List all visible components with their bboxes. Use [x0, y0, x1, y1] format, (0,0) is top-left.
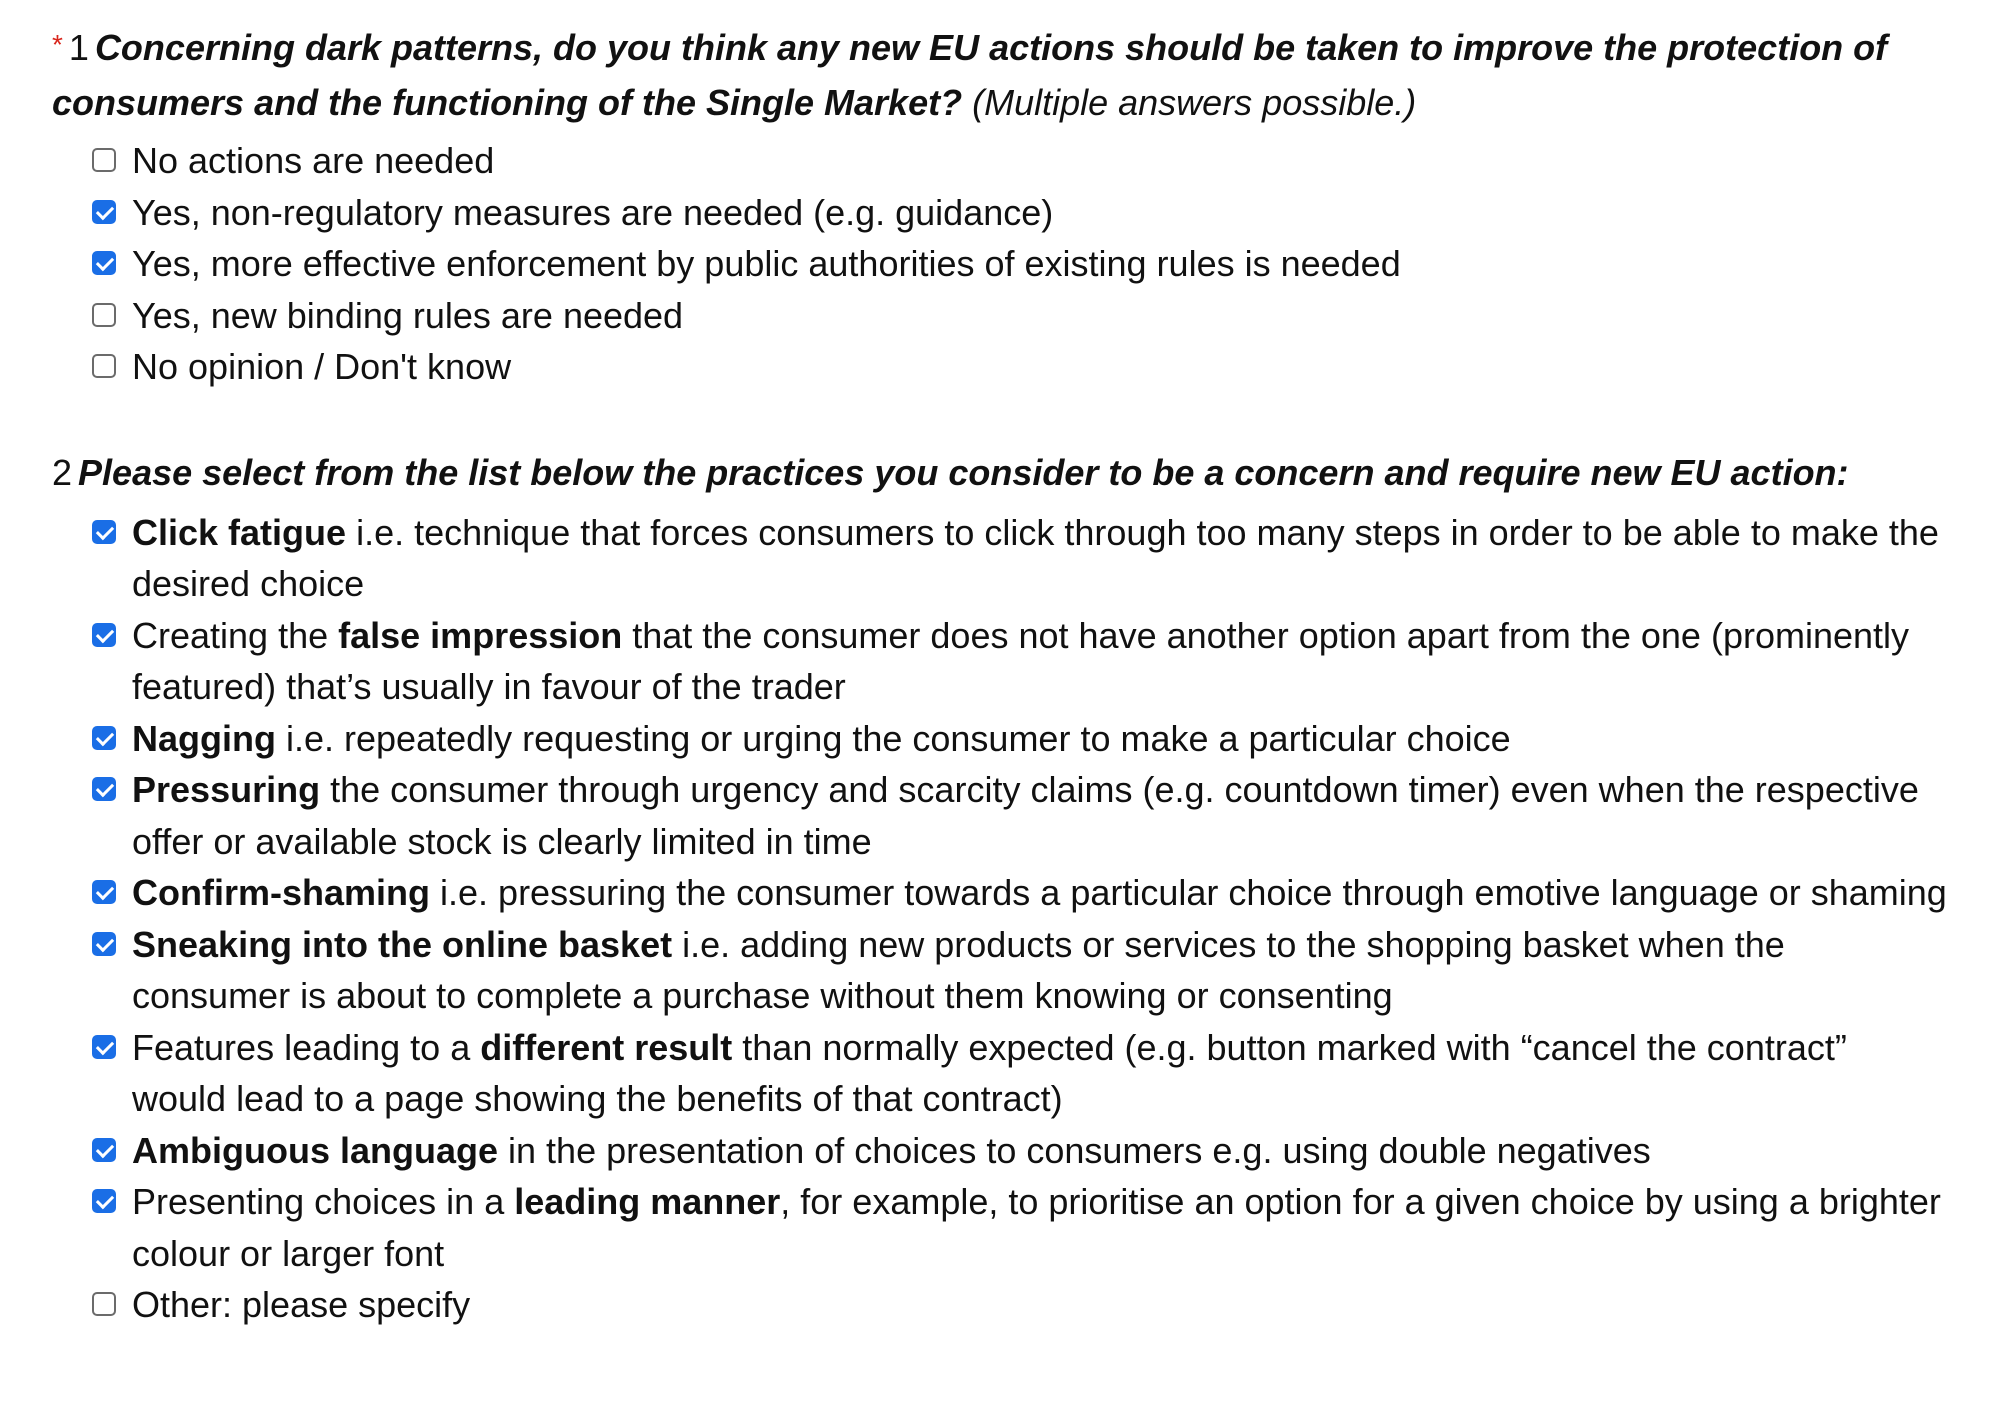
checkbox-checked[interactable]: [92, 726, 116, 750]
option-label-text: Creating the: [132, 614, 339, 656]
option-label: [132, 764, 1950, 867]
option-label: [132, 919, 1950, 1022]
option-label-emphasis: Sneaking into the online basket: [132, 923, 673, 965]
option-label-text: , for example, to prioritise an option for a given choice by using a brighter colour or larger font: [132, 1181, 1941, 1274]
option-label-emphasis: false impression: [338, 614, 623, 656]
option-label-text: i.e. technique that forces consumers to click through too many steps in order to be able to make the desired choice: [132, 511, 1939, 604]
question-2: [52, 447, 1950, 1331]
checkbox-unchecked[interactable]: [92, 354, 116, 378]
q2-option[interactable]: [92, 713, 1950, 765]
question-1-options: [52, 135, 1950, 393]
question-2-options: [52, 507, 1950, 1331]
q1-option[interactable]: [92, 290, 1950, 342]
option-label: Yes, more effective enforcement by public authorities of existing rules is needed: [132, 243, 1401, 284]
checkbox-checked[interactable]: [92, 200, 116, 224]
option-label-emphasis: leading manner: [514, 1181, 781, 1222]
checkbox-unchecked[interactable]: [92, 1292, 116, 1316]
option-label-emphasis: different result: [480, 1026, 733, 1068]
q1-option[interactable]: [92, 341, 1950, 393]
option-label-emphasis: Ambiguous language: [132, 1129, 499, 1171]
option-label-text: Other: please specify: [132, 1284, 471, 1325]
option-label: [132, 867, 1947, 919]
option-label-text: i.e. repeatedly requesting or urging the consumer to make a particular choice: [275, 717, 1511, 759]
question-1: [52, 22, 1950, 393]
q2-option[interactable]: [92, 1176, 1950, 1279]
checkbox-checked[interactable]: [92, 932, 116, 956]
checkbox-checked[interactable]: [92, 251, 116, 275]
checkbox-checked[interactable]: [92, 777, 116, 801]
question-number: 2: [52, 451, 73, 493]
q2-option[interactable]: [92, 1279, 1950, 1331]
option-label-text: the consumer through urgency and scarcity claims (e.g. countdown timer) even when the respective offer or available stock is clearly limited in time: [132, 769, 1919, 862]
option-label: [132, 1279, 470, 1331]
question-title: Please select from the list below the practices you consider to be a concern and require new EU action:: [78, 451, 1849, 493]
option-label: Yes, new binding rules are needed: [132, 294, 684, 336]
q2-option[interactable]: [92, 507, 1950, 610]
option-label-text: Presenting choices in a: [132, 1181, 515, 1222]
question-1-heading: [52, 22, 1950, 129]
q1-option[interactable]: [92, 135, 1950, 187]
option-label-text: i.e. pressuring the consumer towards a particular choice through emotive language or shaming: [430, 872, 1947, 913]
checkbox-checked[interactable]: [92, 520, 116, 544]
option-label: [132, 1125, 1651, 1177]
checkbox-checked[interactable]: [92, 880, 116, 904]
q1-option[interactable]: [92, 238, 1950, 290]
option-label-text: in the presentation of choices to consumers e.g. using double negatives: [498, 1129, 1651, 1171]
q2-option[interactable]: [92, 1022, 1950, 1125]
option-label-text: than normally expected (e.g. button marked with “cancel the contract” would lead to a page showing the benefits of that contract): [132, 1026, 1847, 1119]
option-label-emphasis: Confirm-shaming: [132, 872, 431, 913]
checkbox-unchecked[interactable]: [92, 303, 116, 327]
option-label-text: Features leading to a: [132, 1026, 481, 1068]
q2-option[interactable]: [92, 610, 1950, 713]
question-number: 1: [68, 27, 89, 68]
option-label: [132, 713, 1511, 765]
option-label-emphasis: Click fatigue: [132, 511, 347, 553]
option-label: No opinion / Don't know: [132, 346, 512, 387]
question-2-heading: [52, 447, 1950, 499]
option-label: [132, 507, 1950, 610]
question-title: Concerning dark patterns, do you think any new EU actions should be taken to improve the protection of consumers and the functioning of the Single Market?: [52, 27, 1888, 123]
q2-option[interactable]: [92, 867, 1950, 919]
q2-option[interactable]: [92, 764, 1950, 867]
option-label: Yes, non-regulatory measures are needed (e.g. guidance): [132, 191, 1054, 233]
required-marker: *: [52, 29, 63, 60]
checkbox-checked[interactable]: [92, 623, 116, 647]
option-label-text: i.e. adding new products or services to the shopping basket when the consumer is about to complete a purchase without them knowing or consenting: [132, 923, 1785, 1016]
option-label: [132, 1176, 1950, 1279]
q1-option[interactable]: [92, 187, 1950, 239]
checkbox-checked[interactable]: [92, 1035, 116, 1059]
option-label: [132, 1022, 1950, 1125]
checkbox-unchecked[interactable]: [92, 148, 116, 172]
option-label: [132, 610, 1950, 713]
checkbox-checked[interactable]: [92, 1189, 116, 1213]
question-hint: (Multiple answers possible.): [972, 82, 1417, 123]
option-label-emphasis: Nagging: [132, 717, 276, 759]
q2-option[interactable]: [92, 1125, 1950, 1177]
q2-option[interactable]: [92, 919, 1950, 1022]
option-label-emphasis: Pressuring: [132, 769, 321, 810]
option-label: No actions are needed: [132, 140, 495, 181]
checkbox-checked[interactable]: [92, 1138, 116, 1162]
option-label-text: that the consumer does not have another option apart from the one (prominently featured) that’s usually in favour of the trader: [132, 614, 1910, 707]
